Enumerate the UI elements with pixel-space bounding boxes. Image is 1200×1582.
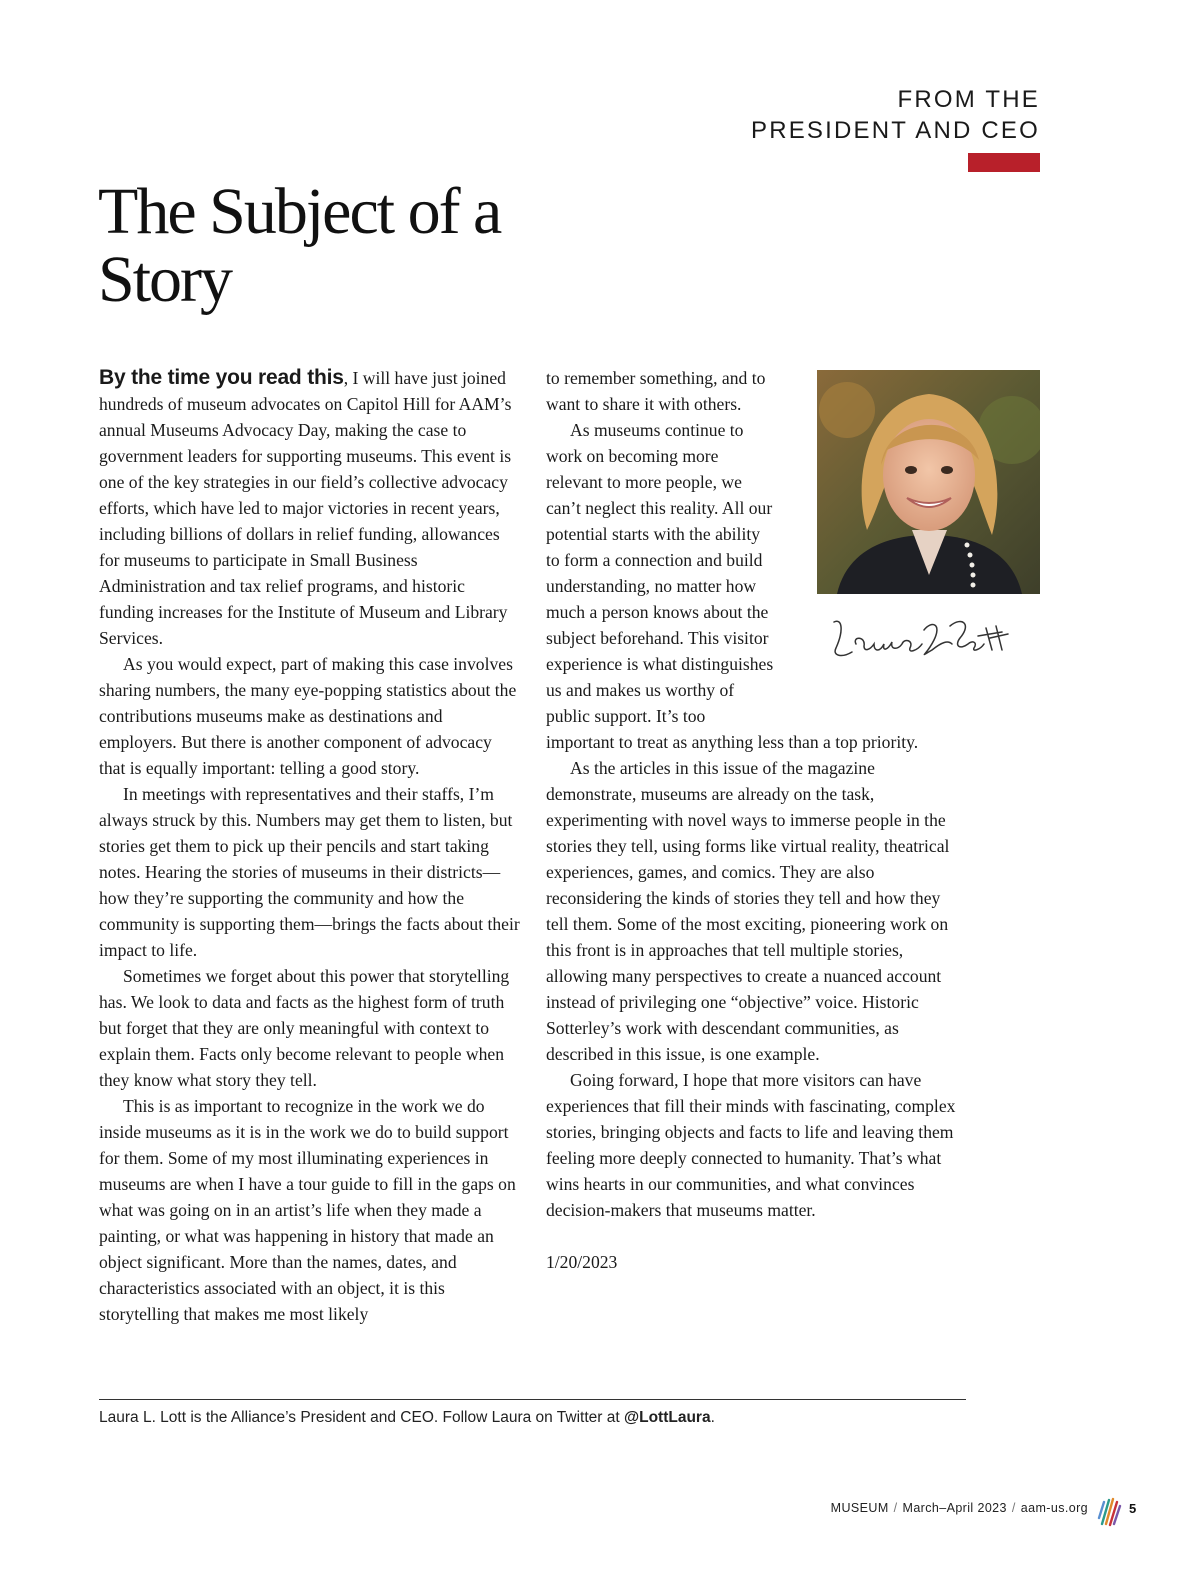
kicker-line-1: FROM THE — [897, 86, 1040, 113]
paragraph: Sometimes we forget about this power that storytelling has. We look to data and facts as the highest form of truth but forget that they are only meaningful with context to explain them. Facts only become relevant to people when they know what story they tell. — [99, 966, 510, 1090]
section-kicker — [751, 84, 1040, 146]
paragraph: This is as important to recognize in the work we do inside museums as it is in the work we do to build support for them. Some of my most illuminating experiences in museums are when I have a tour guide to fill in the gaps on what was going on in an artist’s life when they made a painting, or what was happening in history that made an object significant. More than the names, dates, and characteristics associated with an object, it is this storytelling that makes me most likely — [99, 1096, 516, 1324]
paragraph-text: , I will have just joined hundreds of museum advocates on Capitol Hill for AAM’s annual Museums Advocacy Day, making the case to government leaders for supporting museums. This event is one of the key strategies in our field’s collective advocacy efforts, which have led to major victories in recent years, including billions of dollars in relief funding, allowances for museums to participate in Small Business Administration and tax relief programs, and historic funding increases for the Institute of Museum and Library Services. — [99, 368, 512, 648]
footer-issue: March–April 2023 — [902, 1501, 1007, 1515]
author-portrait — [817, 370, 1040, 594]
page-number: 5 — [1129, 1501, 1137, 1516]
article-date: 1/20/2023 — [546, 1252, 618, 1272]
paragraph: Going forward, I hope that more visitors can have experiences that fill their minds with fascinating, complex stories, bringing objects and facts to life and leaving them feeling more deeply connected to humanity. That’s what wins hearts in our communities, and what convinces decision-makers that museums matter. — [546, 1070, 956, 1220]
paragraph: to remember something, and to want to share it with others. — [546, 368, 766, 414]
twitter-handle: @LottLaura — [624, 1409, 711, 1426]
paragraph: In meetings with representatives and their staffs, I’m always struck by this. Numbers may get them to listen, but stories get them to pick up their pencils and start taking notes. Hearing the stories of museums in their districts—how they’re supporting the community and how the community is supporting them—brings the facts about their impact to life. — [99, 784, 520, 960]
page-footer: MUSEUM / March–April 2023 / aam-us.org — [830, 1501, 1088, 1515]
footer-site: aam-us.org — [1020, 1501, 1088, 1515]
paragraph: As museums continue to work on becoming more relevant to more people, we can’t neglect this reality. All our potential starts with the ability to form a connection and build understanding, no matter how much a person knows about the subject beforehand. This visitor experience is what distinguishes us and makes us worthy of public support. It’s too important to treat as anything less than a top priority. — [546, 420, 919, 752]
accent-bar — [968, 153, 1040, 172]
aam-logo-icon — [1096, 1494, 1122, 1528]
bio-end: . — [710, 1409, 715, 1426]
article-title: The Subject of a Story — [98, 175, 501, 316]
lead-in: By the time you read this — [99, 366, 344, 389]
paragraph — [99, 365, 521, 651]
paragraph: As you would expect, part of making this case involves sharing numbers, the many eye-popping statistics about the contributions museums make as destinations and employers. But there is another component of advocacy that is equally important: telling a good story. — [99, 654, 517, 778]
paragraph: As the articles in this issue of the magazine demonstrate, museums are already on the task, experimenting with novel ways to immerse people in the stories they tell, using forms like virtual reality, theatrical experiences, games, and comics. They are also reconsidering the kinds of stories they tell and how they tell them. Some of the most exciting, pioneering work on this front is in approaches that tell multiple stories, allowing many perspectives to create a nuanced account instead of privileging one “objective” voice. Historic Sotterley’s work with descendant communities, as described in this issue, is one example. — [546, 758, 950, 1064]
footnote-divider — [99, 1399, 966, 1400]
article-column-1 — [99, 365, 521, 1327]
footer-publication: MUSEUM — [830, 1501, 889, 1515]
bio-text: Laura L. Lott is the Alliance’s President and CEO. Follow Laura on Twitter at — [99, 1409, 624, 1426]
author-signature — [822, 610, 1012, 670]
author-bio — [99, 1409, 715, 1427]
kicker-line-2: PRESIDENT AND CEO — [750, 117, 1040, 144]
